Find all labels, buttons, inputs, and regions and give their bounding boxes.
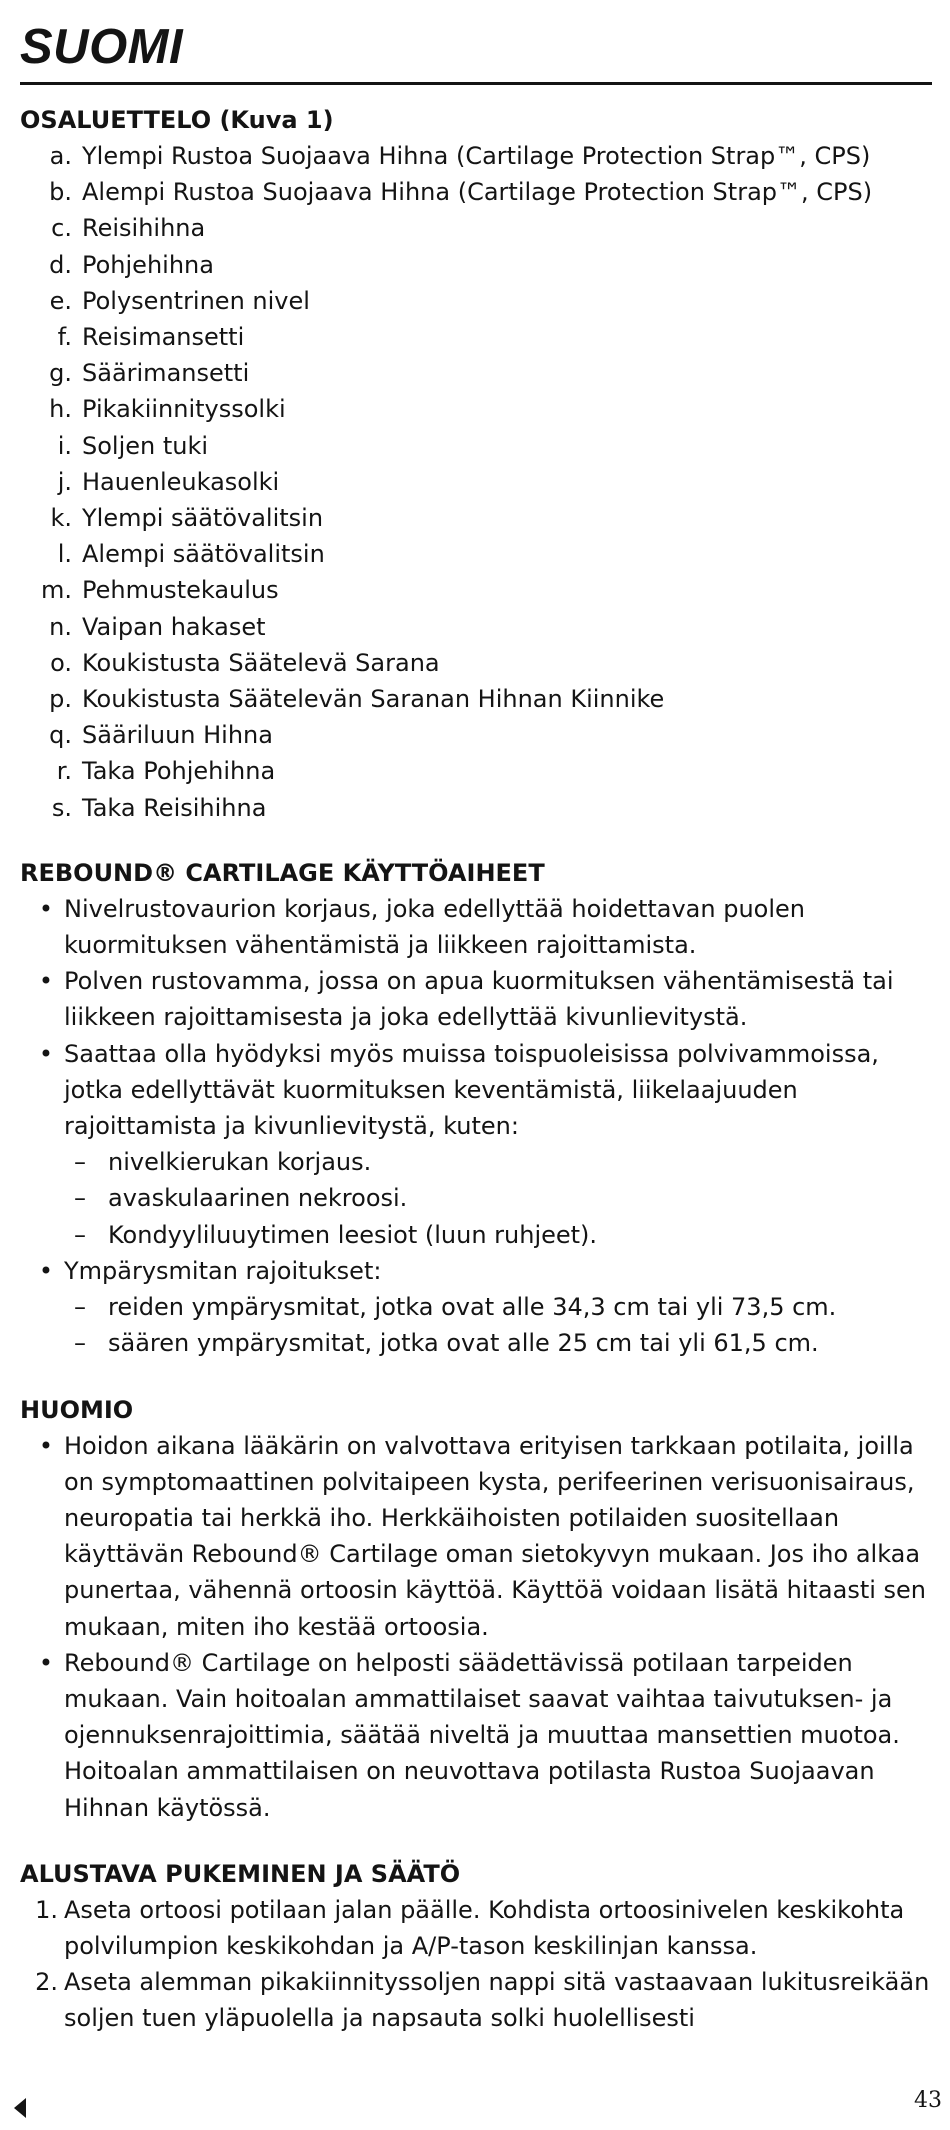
- list-item: [20, 1253, 932, 1362]
- note-list: [20, 1428, 932, 1826]
- item-letter: k.: [50, 504, 72, 533]
- dash-icon: –: [74, 1329, 86, 1358]
- dash-icon: –: [74, 1293, 86, 1322]
- bullet-icon: •: [38, 1648, 54, 1677]
- step-number: 1.: [35, 1895, 58, 1924]
- list-item: [20, 681, 932, 717]
- item-letter: a.: [49, 142, 72, 170]
- title-divider: [20, 82, 932, 85]
- bullet-icon: •: [38, 1039, 54, 1068]
- list-item: [20, 536, 932, 572]
- document-page: [20, 0, 932, 2037]
- item-text: Taka Pohjehihna: [82, 757, 276, 786]
- parts-list-heading: OSALUETTELO (Kuva 1): [20, 106, 334, 134]
- list-item: [20, 464, 932, 500]
- item-letter: s.: [51, 793, 72, 822]
- list-item: [20, 391, 932, 427]
- item-letter: m.: [40, 576, 72, 605]
- bullet-icon: •: [38, 1431, 54, 1460]
- list-item: [20, 283, 932, 319]
- list-item: [20, 572, 932, 608]
- list-item: [20, 1892, 932, 1964]
- parts-list: [20, 138, 932, 826]
- list-item: [20, 355, 932, 391]
- item-text: Reisihihna: [82, 214, 206, 243]
- item-text: Pikakiinnityssolki: [82, 395, 286, 424]
- note-heading: HUOMIO: [20, 1395, 134, 1424]
- sub-item-text: nivelkierukan korjaus.: [108, 1148, 372, 1177]
- item-text: Pohjehihna: [82, 250, 214, 279]
- list-item: [20, 247, 932, 283]
- note-text: Hoidon aikana lääkärin on valvottava erityisen tarkkaan potilaita, joilla on symptomaattinen polvitaipeen kysta, perifeerinen verisuonisairaus, neuropatia tai herkkä iho. Herkkäihoisten potilaiden suositellaan käyttävän Rebound® Cartilage oman sietokyvyn mukaan. Jos iho alkaa punertaa, vähennä ortoosin käyttöä. Käyttöä voidaan lisätä hitaasti sen mukaan, miten iho kestää ortoosia.: [64, 1431, 927, 1641]
- list-item: [20, 1428, 932, 1645]
- sub-list: [64, 1144, 926, 1253]
- fitting-steps: [20, 1892, 932, 2037]
- item-text: Polysentrinen nivel: [82, 286, 310, 315]
- dash-icon: –: [74, 1184, 86, 1213]
- item-text: Säärimansetti: [82, 359, 250, 388]
- item-text: Ylempi säätövalitsin: [82, 504, 324, 533]
- dash-icon: –: [74, 1220, 86, 1249]
- indications-section: [20, 855, 932, 1362]
- sub-list-item: [64, 1180, 926, 1216]
- step-number: 2.: [35, 1968, 58, 1997]
- parts-list-section: [20, 102, 932, 826]
- item-letter: f.: [57, 323, 72, 352]
- indication-text: Nivelrustovaurion korjaus, joka edellyttää hoidettavan puolen kuormituksen vähentämistä ja liikkeen rajoittamista.: [64, 894, 805, 960]
- triangle-left-icon[interactable]: [14, 2098, 26, 2118]
- item-text: Alempi säätövalitsin: [82, 540, 325, 569]
- item-letter: e.: [49, 286, 72, 315]
- list-item: [20, 891, 932, 963]
- item-text: Koukistusta Säätelevän Saranan Hihnan Kiinnike: [82, 685, 665, 714]
- item-text: Vaipan hakaset: [82, 612, 266, 641]
- list-item: [20, 1036, 932, 1253]
- item-letter: n.: [49, 612, 72, 641]
- list-item: [20, 717, 932, 753]
- bullet-icon: •: [38, 894, 54, 923]
- item-letter: q.: [49, 721, 72, 750]
- step-text: Aseta ortoosi potilaan jalan päälle. Kohdista ortoosinivelen keskikohta polvilumpion keskikohdan ja A/P-tason keskilinjan kanssa.: [64, 1895, 905, 1960]
- sub-list-item: [64, 1289, 926, 1325]
- note-section: [20, 1392, 932, 1826]
- item-text: Hauenleukasolki: [82, 467, 280, 496]
- item-text: Pehmustekaulus: [82, 576, 279, 605]
- page-number: 43: [914, 2088, 942, 2113]
- indication-text: Ympärysmitan rajoitukset:: [64, 1256, 382, 1285]
- sub-item-text: reiden ympärysmitat, jotka ovat alle 34,3 cm tai yli 73,5 cm.: [108, 1293, 837, 1322]
- item-letter: p.: [49, 685, 72, 714]
- item-letter: g.: [49, 359, 72, 388]
- indication-text: Polven rustovamma, jossa on apua kuormituksen vähentämisestä tai liikkeen rajoittamisesta ja joka edellyttää kivunlievitystä.: [64, 967, 894, 1032]
- sub-list-item: [64, 1144, 926, 1180]
- list-item: [20, 753, 932, 789]
- bullet-icon: •: [38, 967, 54, 996]
- sub-list: [64, 1289, 926, 1361]
- page-title: SUOMI: [20, 20, 184, 74]
- list-item: [20, 963, 932, 1035]
- sub-item-text: säären ympärysmitat, jotka ovat alle 25 cm tai yli 61,5 cm.: [108, 1329, 819, 1358]
- item-letter: c.: [51, 214, 72, 243]
- sub-item-text: Kondyyliluuytimen leesiot (luun ruhjeet).: [108, 1220, 598, 1249]
- list-item: [20, 1964, 932, 2036]
- list-item: [20, 790, 932, 826]
- list-item: [20, 428, 932, 464]
- item-letter: j.: [57, 467, 72, 496]
- note-text: Rebound® Cartilage on helposti säädettävissä potilaan tarpeiden mukaan. Vain hoitoalan ammattilaiset saavat vaihtaa taivutuksen- ja ojennuksenrajoittimia, säätää niveltä ja muuttaa mansettien muotoa. Hoitoalan ammattilaisen on neuvottava potilasta Rustoa Suojaavan Hihnan käytössä.: [64, 1648, 900, 1822]
- sub-list-item: [64, 1217, 926, 1253]
- list-item: [20, 174, 932, 210]
- indication-text: Saattaa olla hyödyksi myös muissa toispuoleisissa polvivammoissa, jotka edellyttävät kuormituksen keventämistä, liikelaajuuden rajoittamista ja kivunlievitystä, kuten:: [64, 1039, 879, 1141]
- item-letter: i.: [57, 431, 72, 460]
- list-item: [20, 500, 932, 536]
- fitting-section: [20, 1856, 932, 2037]
- item-letter: h.: [49, 395, 72, 424]
- dash-icon: –: [74, 1148, 86, 1177]
- item-letter: r.: [56, 757, 72, 786]
- item-text: Alempi Rustoa Suojaava Hihna (Cartilage Protection Strap™, CPS): [82, 178, 873, 207]
- item-text: Sääriluun Hihna: [82, 721, 273, 750]
- fitting-heading: ALUSTAVA PUKEMINEN JA SÄÄTÖ: [20, 1859, 461, 1888]
- list-item: [20, 319, 932, 355]
- list-item: [20, 645, 932, 681]
- item-text: Koukistusta Säätelevä Sarana: [82, 648, 440, 677]
- item-letter: l.: [57, 540, 72, 569]
- list-item: [20, 609, 932, 645]
- list-item: [20, 138, 932, 174]
- item-letter: b.: [49, 178, 72, 207]
- list-item: [20, 210, 932, 246]
- item-letter: d.: [49, 250, 72, 279]
- sub-item-text: avaskulaarinen nekroosi.: [108, 1184, 408, 1213]
- item-text: Taka Reisihihna: [82, 793, 267, 822]
- item-text: Soljen tuki: [82, 431, 209, 460]
- item-letter: o.: [50, 648, 72, 677]
- sub-list-item: [64, 1325, 926, 1361]
- indications-heading: REBOUND® CARTILAGE KÄYTTÖAIHEET: [20, 858, 545, 887]
- list-item: [20, 1645, 932, 1826]
- indications-list: [20, 891, 932, 1362]
- bullet-icon: •: [38, 1256, 54, 1285]
- step-text: Aseta alemman pikakiinnityssoljen nappi sitä vastaavaan lukitusreikään soljen tuen yläpuolella ja napsauta solki huolellisesti: [64, 1968, 930, 2033]
- item-text: Ylempi Rustoa Suojaava Hihna (Cartilage Protection Strap™, CPS): [82, 142, 871, 170]
- item-text: Reisimansetti: [82, 323, 245, 352]
